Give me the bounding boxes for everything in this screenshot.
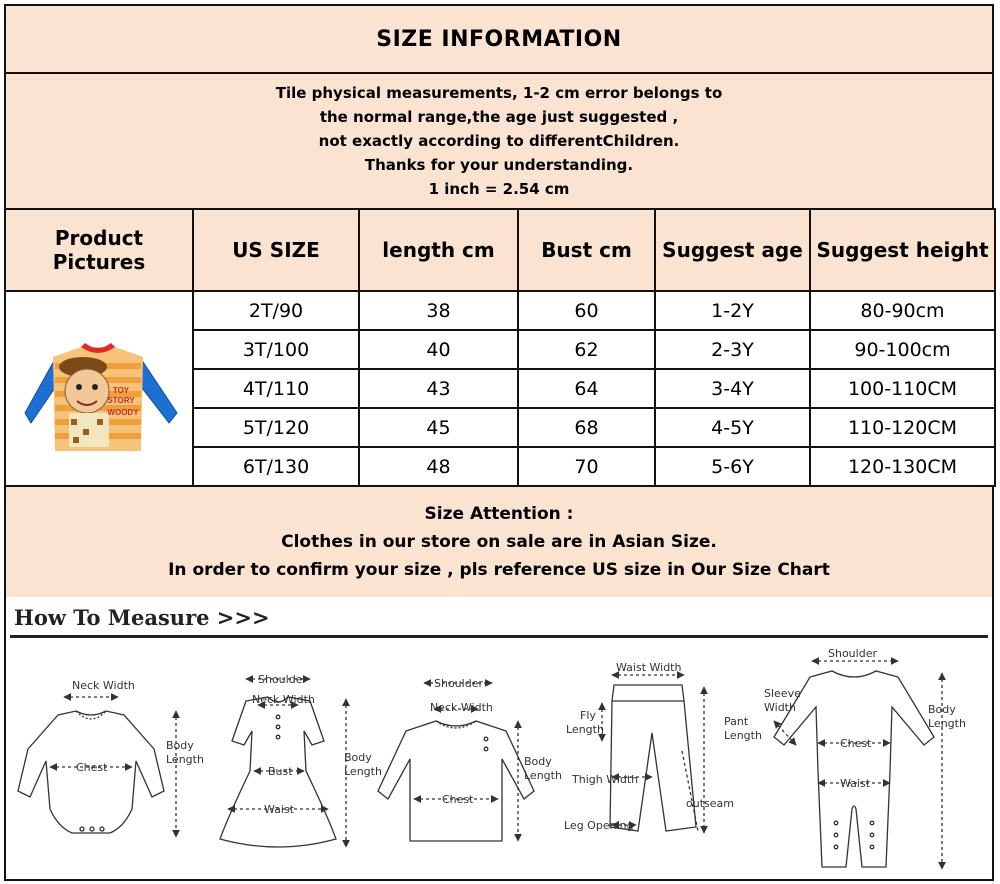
cell-height: 100-110CM	[810, 369, 995, 408]
label-chest: Chest	[76, 761, 108, 774]
label-body: Body	[344, 751, 372, 764]
measure-diagrams	[6, 641, 992, 877]
attention-heading: Size Attention :	[424, 504, 574, 524]
label-chest: Chest	[442, 793, 474, 806]
header-product-pictures: Product Pictures	[5, 209, 193, 291]
cell-length: 48	[359, 447, 518, 486]
label-waist: Waist	[840, 777, 871, 790]
logo-text: TOY	[112, 386, 130, 395]
cell-us-size: 6T/130	[193, 447, 359, 486]
size-table	[4, 208, 996, 487]
label-neck-width: Neck Width	[72, 679, 135, 692]
label-shoulder: Shoulder	[258, 673, 307, 686]
shirt-image	[11, 301, 187, 471]
label-chest: Chest	[840, 737, 872, 750]
note-line: not exactly according to differentChildren.	[318, 132, 680, 150]
cell-height: 120-130CM	[810, 447, 995, 486]
label-outseam: outseam	[686, 797, 734, 810]
how-to-measure-section	[4, 597, 994, 881]
label-waist: Waist	[264, 803, 295, 816]
label-neck-width: Neck Width	[430, 701, 493, 714]
header-length: length cm	[359, 209, 518, 291]
product-picture-cell	[5, 291, 193, 486]
cell-height: 90-100cm	[810, 330, 995, 369]
label-body: Body	[524, 755, 552, 768]
cell-bust: 62	[518, 330, 655, 369]
label-length: Length	[166, 753, 204, 766]
cell-us-size: 3T/100	[193, 330, 359, 369]
cell-length: 38	[359, 291, 518, 330]
measure-title: How To Measure >>>	[14, 605, 270, 630]
note-line: the normal range,the age just suggested ,	[319, 108, 679, 126]
cell-bust: 68	[518, 408, 655, 447]
label-length: Length	[724, 729, 762, 742]
divider	[10, 635, 988, 638]
header-bust: Bust cm	[518, 209, 655, 291]
cell-length: 43	[359, 369, 518, 408]
header-us-size: US SIZE	[193, 209, 359, 291]
cell-length: 45	[359, 408, 518, 447]
cell-height: 80-90cm	[810, 291, 995, 330]
label-sleeve: Sleeve	[764, 687, 801, 700]
logo-text: WOODY	[107, 408, 139, 417]
cell-bust: 70	[518, 447, 655, 486]
label-body: Body	[166, 739, 194, 752]
cell-age: 3-4Y	[655, 369, 810, 408]
label-length: Length	[566, 723, 604, 736]
attention-line: In order to confirm your size , pls reference US size in Our Size Chart	[168, 560, 830, 580]
cell-us-size: 5T/120	[193, 408, 359, 447]
header-suggest-height: Suggest height	[810, 209, 995, 291]
cell-us-size: 2T/90	[193, 291, 359, 330]
measure-labels	[72, 647, 966, 832]
label-leg-opening: Leg Opening	[564, 819, 634, 832]
label-pant: Pant	[724, 715, 749, 728]
cell-age: 5-6Y	[655, 447, 810, 486]
measurement-note	[4, 72, 994, 210]
page-title: SIZE INFORMATION	[376, 26, 622, 52]
logo-text: STORY	[107, 396, 135, 405]
cell-bust: 64	[518, 369, 655, 408]
label-thigh-width: Thigh Width	[572, 773, 639, 786]
label-shoulder: Shoulder	[434, 677, 483, 690]
cell-age: 2-3Y	[655, 330, 810, 369]
label-body: Body	[928, 703, 956, 716]
cell-age: 4-5Y	[655, 408, 810, 447]
cell-height: 110-120CM	[810, 408, 995, 447]
cell-age: 1-2Y	[655, 291, 810, 330]
attention-line: Clothes in our store on sale are in Asian Size.	[281, 532, 717, 552]
note-line: Tile physical measurements, 1-2 cm error belongs to	[275, 84, 723, 102]
note-line: 1 inch = 2.54 cm	[428, 180, 570, 198]
label-neck-width: Neck Width	[252, 693, 315, 706]
label-length: Length	[524, 769, 562, 782]
table-row	[5, 291, 995, 330]
label-fly: Fly	[580, 709, 596, 722]
size-attention	[4, 485, 994, 597]
table-header-row	[5, 209, 995, 291]
cell-bust: 60	[518, 291, 655, 330]
cell-us-size: 4T/110	[193, 369, 359, 408]
label-shoulder: Shoulder	[828, 647, 877, 660]
label-bust: Bust	[268, 765, 293, 778]
label-width: Width	[764, 701, 796, 714]
label-length: Length	[344, 765, 382, 778]
label-length: Length	[928, 717, 966, 730]
title-box	[4, 4, 994, 74]
note-line: Thanks for your understanding.	[364, 156, 634, 174]
header-suggest-age: Suggest age	[655, 209, 810, 291]
label-waist-width: Waist Width	[616, 661, 682, 674]
cell-length: 40	[359, 330, 518, 369]
